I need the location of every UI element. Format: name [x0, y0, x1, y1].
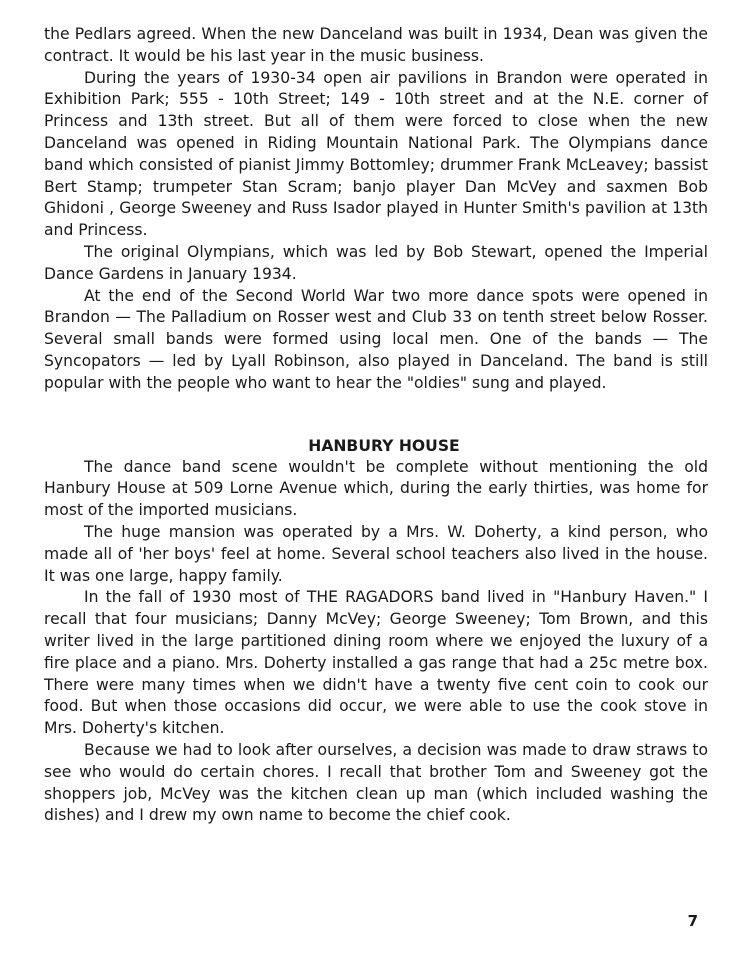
document-page	[44, 24, 708, 827]
paragraph-4: At the end of the Second World War two more dance spots were opened in Brandon — The Palladium on Rosser west and Club 33 on tenth street below Rosser. Several small bands were formed using local men. One of the bands — The Syncopators — led by Lyall Robinson, also played in Danceland. The band is still popular with the people who want to hear the "oldies" sung and played.	[44, 286, 708, 392]
paragraph-1: the Pedlars agreed. When the new Danceland was built in 1934, Dean was given the contract. It would be his last year in the music business.	[44, 25, 708, 65]
paragraph-2: During the years of 1930-34 open air pavilions in Brandon were operated in Exhibition Park; 555 - 10th Street; 149 - 10th street and at the N.E. corner of Princess and 13th street. But all of them were forced to close when the new Danceland was opened in Riding Mountain National Park. The Olympians dance band which consisted of pianist Jimmy Bottomley; drummer Frank McLeavey; bassist Bert Stamp; trumpeter Stan Scram; banjo player Dan McVey and saxmen Bob Ghidoni , George Sweeney and Russ Isador played in Hunter Smith's pavilion at 13th and Princess.	[44, 68, 708, 240]
paragraph-5: The dance band scene wouldn't be complete without mentioning the old Hanbury House at 509 Lorne Avenue which, during the early thirties, was home for most of the imported musicians.	[44, 457, 708, 520]
paragraph-8: Because we had to look after ourselves, a decision was made to draw straws to see who would do certain chores. I recall that brother Tom and Sweeney got the shoppers job, McVey was the kitchen clean up man (which included washing the dishes) and I drew my own name to become the chief cook.	[44, 740, 708, 825]
section-spacer	[44, 395, 708, 435]
paragraph-7: In the fall of 1930 most of THE RAGADORS band lived in "Hanbury Haven." I recall that four musicians; Danny McVey; George Sweeney; Tom Brown, and this writer lived in the large partitioned dining room where we enjoyed the luxury of a fire place and a piano. Mrs. Doherty installed a gas range that had a 25c metre box. There were many times when we didn't have a twenty five cent coin to cook our food. But when those occasions did occur, we were able to use the cook stove in Mrs. Doherty's kitchen.	[44, 588, 708, 738]
body-text-top	[44, 24, 708, 395]
section-heading: HANBURY HOUSE	[308, 436, 460, 455]
paragraph-6: The huge mansion was operated by a Mrs. W. Doherty, a kind person, who made all of 'her boys' feel at home. Several school teachers also lived in the house. It was one large, happy family.	[44, 522, 708, 585]
paragraph-3: The original Olympians, which was led by Bob Stewart, opened the Imperial Dance Gardens in January 1934.	[44, 242, 708, 283]
page-number: 7	[687, 912, 698, 930]
body-text-bottom	[44, 457, 708, 828]
